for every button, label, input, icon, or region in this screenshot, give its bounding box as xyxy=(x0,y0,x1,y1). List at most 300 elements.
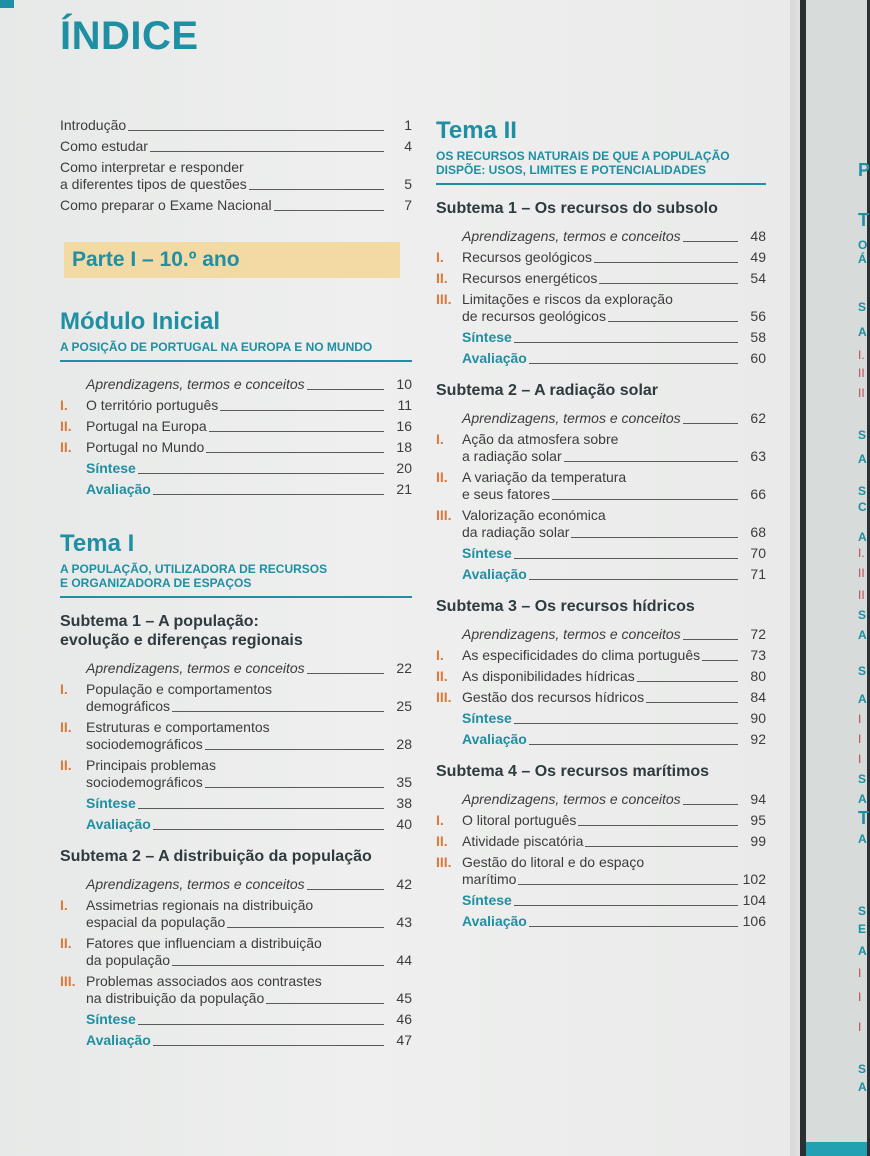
toc-entry-row xyxy=(436,833,766,850)
toc-entry-row xyxy=(436,710,766,727)
toc-text: Avaliação xyxy=(86,1032,151,1048)
next-page-text-fragment: T xyxy=(858,808,869,828)
toc-page-number: 45 xyxy=(396,990,412,1006)
toc-entry[interactable] xyxy=(60,1032,412,1049)
toc-entry[interactable] xyxy=(60,935,412,969)
toc-entry[interactable] xyxy=(436,710,766,727)
next-page-text-fragment: S xyxy=(858,904,867,918)
next-page-text-fragment: S xyxy=(858,1062,867,1076)
toc-leader-line xyxy=(683,241,738,242)
toc-entry-line xyxy=(436,291,766,308)
toc-leader-line xyxy=(599,283,738,284)
toc-entry[interactable] xyxy=(60,973,412,1007)
toc-entry-row xyxy=(436,448,766,465)
toc-page-number: 38 xyxy=(396,795,412,811)
toc-leader-line xyxy=(702,660,738,661)
toc-leader-line xyxy=(209,431,384,432)
toc-entry-line xyxy=(60,681,412,698)
toc-leader-line xyxy=(274,210,384,211)
toc-page-number: 70 xyxy=(750,545,766,561)
next-page-text-fragment: S xyxy=(858,772,867,786)
toc-leader-line xyxy=(594,262,738,263)
left-column xyxy=(60,117,412,1053)
toc-entry[interactable] xyxy=(60,757,412,791)
toc-entry-row xyxy=(60,816,412,833)
toc-entry[interactable] xyxy=(60,397,412,414)
corner-tab xyxy=(0,0,14,8)
toc-text: Aprendizagens, termos e conceitos xyxy=(462,410,681,426)
toc-text: Aprendizagens, termos e conceitos xyxy=(86,376,305,392)
toc-entry-row xyxy=(60,736,412,753)
toc-text: Avaliação xyxy=(86,481,151,497)
next-page-text-fragment: P xyxy=(858,160,870,180)
toc-roman: I. xyxy=(60,397,68,413)
next-page-text-fragment: I xyxy=(858,1020,862,1034)
toc-text: Recursos energéticos xyxy=(462,270,598,286)
toc-entry-line xyxy=(60,897,412,914)
toc-entry-row xyxy=(60,481,412,498)
toc-leader-line xyxy=(249,189,384,190)
toc-entry-row xyxy=(436,228,766,245)
subtema-title-line: evolução e diferenças regionais xyxy=(60,632,303,649)
toc-entry[interactable] xyxy=(60,719,412,753)
toc-entry-row xyxy=(60,418,412,435)
toc-entry-row xyxy=(436,350,766,367)
toc-page-number: 94 xyxy=(750,791,766,807)
toc-entry-row xyxy=(436,486,766,503)
toc-page-number: 22 xyxy=(396,660,412,676)
toc-leader-line xyxy=(205,787,384,788)
next-page-text-fragment: E xyxy=(858,922,867,936)
toc-entry-row xyxy=(60,990,412,1007)
toc-leader-line xyxy=(646,702,738,703)
toc-entry[interactable] xyxy=(436,689,766,706)
next-page-text-fragment: Á xyxy=(858,252,867,266)
toc-text: e seus fatores xyxy=(462,486,550,502)
toc-text: a radiação solar xyxy=(462,448,562,464)
next-page-text-fragment: A xyxy=(858,1080,867,1094)
toc-entry-row xyxy=(436,308,766,325)
toc-page-number: 104 xyxy=(742,892,766,908)
toc-page-number: 11 xyxy=(397,397,412,413)
toc-leader-line xyxy=(206,452,384,453)
tema-subtitle xyxy=(60,562,412,598)
next-page-text-fragment: A xyxy=(858,628,867,642)
toc-page-number: 71 xyxy=(750,566,766,582)
toc-leader-line xyxy=(153,1045,384,1046)
toc-page-number: 20 xyxy=(396,460,412,476)
toc-entry[interactable] xyxy=(60,197,412,214)
toc-entry-line xyxy=(436,431,766,448)
toc-leader-line xyxy=(153,829,384,830)
toc-roman: I. xyxy=(60,681,68,697)
toc-text: Ação da atmosfera sobre xyxy=(462,431,619,447)
toc-entry[interactable] xyxy=(436,270,766,287)
toc-text: Aprendizagens, termos e conceitos xyxy=(86,876,305,892)
toc-page-number: 1 xyxy=(404,117,412,133)
toc-page-number: 58 xyxy=(750,329,766,345)
next-page-text-fragment: I. xyxy=(858,348,865,362)
toc-text: da população xyxy=(86,952,171,968)
toc-leader-line xyxy=(205,749,384,750)
toc-roman: II. xyxy=(60,935,72,951)
subtema-title: Subtema 2 – A radiação solar xyxy=(436,382,659,399)
toc-roman: II. xyxy=(436,668,448,684)
toc-entry[interactable] xyxy=(436,469,766,503)
subtema-title: Subtema 3 – Os recursos hídricos xyxy=(436,598,695,615)
right-column xyxy=(436,117,766,934)
toc-roman: II. xyxy=(436,469,448,485)
next-page-text-fragment: I xyxy=(858,966,862,980)
toc-text: Síntese xyxy=(86,1011,136,1027)
toc-page-number: 48 xyxy=(750,228,766,244)
toc-text: Fatores que influenciam a distribuição xyxy=(86,935,322,951)
toc-entry-row xyxy=(436,524,766,541)
toc-text: Limitações e riscos da exploração xyxy=(462,291,673,307)
next-page-text-fragment: A xyxy=(858,692,867,706)
toc-entry-row xyxy=(436,913,766,930)
toc-leader-line xyxy=(220,410,384,411)
toc-text: A variação da temperatura xyxy=(462,469,627,485)
page-title: ÍNDICE xyxy=(60,14,199,58)
next-page-text-fragment: A xyxy=(858,530,867,544)
toc-leader-line xyxy=(128,130,384,131)
toc-roman: III. xyxy=(436,689,452,705)
toc-roman: I. xyxy=(60,897,68,913)
toc-leader-line xyxy=(608,321,738,322)
toc-entry[interactable] xyxy=(436,410,766,427)
toc-roman: III. xyxy=(436,854,452,870)
next-page-text-fragment: A xyxy=(858,832,867,846)
toc-text: Portugal no Mundo xyxy=(86,439,205,455)
toc-text: Avaliação xyxy=(86,816,151,832)
toc-entry[interactable] xyxy=(436,626,766,643)
toc-page-number: 95 xyxy=(750,812,766,828)
toc-roman: I. xyxy=(436,431,444,447)
next-page-text-fragment: A xyxy=(858,944,867,958)
toc-entry[interactable] xyxy=(436,329,766,346)
toc-leader-line xyxy=(637,681,738,682)
toc-leader-line xyxy=(683,804,738,805)
toc-entry-row xyxy=(60,117,412,134)
part-heading: Parte I – 10.º ano xyxy=(64,242,400,278)
subtema-title: Subtema 2 – A distribuição da população xyxy=(60,848,372,865)
toc-text: Síntese xyxy=(462,329,512,345)
tema-subtitle xyxy=(436,149,766,185)
toc-leader-line xyxy=(529,926,738,927)
next-page-text-fragment: A xyxy=(858,452,867,466)
toc-entry-row xyxy=(60,1032,412,1049)
toc-entry[interactable] xyxy=(436,854,766,888)
toc-text: Portugal na Europa xyxy=(86,418,207,434)
toc-entry[interactable] xyxy=(436,892,766,909)
toc-text: Estruturas e comportamentos xyxy=(86,719,270,735)
toc-text: População e comportamentos xyxy=(86,681,272,697)
toc-entry[interactable] xyxy=(60,159,412,193)
toc-entry[interactable] xyxy=(60,138,412,155)
toc-entry[interactable] xyxy=(60,897,412,931)
toc-entry-row xyxy=(60,397,412,414)
toc-page-number: 44 xyxy=(396,952,412,968)
subtema-title xyxy=(60,612,412,650)
toc-page-number: 92 xyxy=(750,731,766,747)
toc-page-number: 49 xyxy=(750,249,766,265)
toc-entry[interactable] xyxy=(436,431,766,465)
toc-entry[interactable] xyxy=(60,439,412,456)
toc-page-number: 68 xyxy=(750,524,766,540)
toc-page-number: 63 xyxy=(750,448,766,464)
toc-leader-line xyxy=(552,499,738,500)
toc-text: Como estudar xyxy=(60,138,148,154)
tema-subtitle-line: A POPULAÇÃO, UTILIZADORA DE RECURSOS xyxy=(60,562,328,576)
toc-text: Avaliação xyxy=(462,913,527,929)
toc-entry-row xyxy=(60,914,412,931)
toc-entry[interactable] xyxy=(60,460,412,477)
toc-page-number: 99 xyxy=(750,833,766,849)
toc-entry[interactable] xyxy=(436,833,766,850)
tema-subtitle-line: OS RECURSOS NATURAIS DE QUE A POPULAÇÃO xyxy=(436,149,730,163)
toc-roman: II. xyxy=(60,757,72,773)
next-page-text-fragment: S xyxy=(858,664,867,678)
tema-title: Tema I xyxy=(60,530,135,557)
toc-entry-row xyxy=(60,876,412,893)
toc-entry[interactable] xyxy=(436,566,766,583)
toc-leader-line xyxy=(307,673,384,674)
toc-page-number: 102 xyxy=(742,871,766,887)
toc-text: demográficos xyxy=(86,698,171,714)
toc-text: O litoral português xyxy=(462,812,577,828)
toc-page-number: 106 xyxy=(742,913,766,929)
toc-entry[interactable] xyxy=(60,418,412,435)
toc-roman: I. xyxy=(436,647,444,663)
toc-roman: I. xyxy=(436,249,444,265)
toc-page-number: 60 xyxy=(750,350,766,366)
toc-entry[interactable] xyxy=(60,481,412,498)
next-page-edge xyxy=(806,0,870,1156)
toc-entry[interactable] xyxy=(436,913,766,930)
toc-entry-row xyxy=(60,376,412,393)
toc-entry-line xyxy=(436,507,766,524)
toc-entry-row xyxy=(436,668,766,685)
toc-entry[interactable] xyxy=(60,681,412,715)
toc-text: O território português xyxy=(86,397,219,413)
toc-text: Síntese xyxy=(86,460,136,476)
toc-text: As disponibilidades hídricas xyxy=(462,668,635,684)
toc-entry-row xyxy=(60,197,412,214)
toc-page-number: 43 xyxy=(396,914,412,930)
toc-leader-line xyxy=(585,846,738,847)
toc-leader-line xyxy=(266,1003,384,1004)
toc-entry-row xyxy=(60,1011,412,1028)
toc-text: Problemas associados aos contrastes xyxy=(86,973,322,989)
toc-text: de recursos geológicos xyxy=(462,308,606,324)
toc-entry-row xyxy=(436,892,766,909)
toc-entry-row xyxy=(436,791,766,808)
toc-text: As especificidades do clima português xyxy=(462,647,701,663)
toc-entry-line xyxy=(436,469,766,486)
toc-page-number: 54 xyxy=(750,270,766,286)
toc-entry[interactable] xyxy=(436,228,766,245)
spacer xyxy=(60,502,412,516)
toc-entry-row xyxy=(60,460,412,477)
toc-entry[interactable] xyxy=(436,812,766,829)
toc-page-number: 66 xyxy=(750,486,766,502)
toc-leader-line xyxy=(514,905,738,906)
next-page-text-fragment: I xyxy=(858,990,862,1004)
next-page-text-fragment: I xyxy=(858,752,862,766)
next-page-text-fragment: I xyxy=(858,712,862,726)
module-title: Módulo Inicial xyxy=(60,308,220,335)
toc-entry[interactable] xyxy=(60,1011,412,1028)
toc-text: Assimetrias regionais na distribuição xyxy=(86,897,314,913)
toc-entry-row xyxy=(436,249,766,266)
toc-text: Avaliação xyxy=(462,566,527,582)
toc-entry[interactable] xyxy=(60,376,412,393)
toc-leader-line xyxy=(518,884,738,885)
subtema-title: Subtema 4 – Os recursos marítimos xyxy=(436,763,709,780)
tema-title: Tema II xyxy=(436,117,517,144)
toc-page-number: 4 xyxy=(404,138,412,154)
toc-leader-line xyxy=(172,965,384,966)
next-page-text-fragment: II xyxy=(858,386,865,400)
toc-text: Gestão do litoral e do espaço xyxy=(462,854,645,870)
toc-entry-row xyxy=(436,566,766,583)
toc-entry-line xyxy=(436,854,766,871)
toc-page-number: 80 xyxy=(750,668,766,684)
toc-text: Síntese xyxy=(86,795,136,811)
toc-entry[interactable] xyxy=(436,668,766,685)
next-page-text-fragment: A xyxy=(858,792,867,806)
toc-roman: II. xyxy=(60,439,72,455)
tema-subtitle-line: DISPÕE: USOS, LIMITES E POTENCIALIDADES xyxy=(436,163,707,177)
toc-entry[interactable] xyxy=(60,795,412,812)
next-page-text-fragment: I xyxy=(858,732,862,746)
toc-page-number: 28 xyxy=(396,736,412,752)
toc-entry-row xyxy=(436,270,766,287)
next-page-text-fragment: II xyxy=(858,588,865,602)
toc-entry[interactable] xyxy=(436,647,766,664)
subtema-title: Subtema 1 – Os recursos do subsolo xyxy=(436,200,718,217)
toc-page-number: 42 xyxy=(396,876,412,892)
toc-entry-row xyxy=(60,795,412,812)
toc-text: Atividade piscatória xyxy=(462,833,584,849)
toc-page-number: 10 xyxy=(396,376,412,392)
toc-entry[interactable] xyxy=(436,731,766,748)
toc-leader-line xyxy=(529,744,738,745)
toc-entry-row xyxy=(436,329,766,346)
toc-entry[interactable] xyxy=(60,816,412,833)
toc-entry[interactable] xyxy=(60,876,412,893)
toc-entry[interactable] xyxy=(436,249,766,266)
toc-entry-row xyxy=(60,138,412,155)
toc-entry-row xyxy=(436,731,766,748)
toc-leader-line xyxy=(578,825,738,826)
toc-roman: III. xyxy=(436,507,452,523)
toc-text: Avaliação xyxy=(462,350,527,366)
toc-text: sociodemográficos xyxy=(86,736,203,752)
tema-subtitle-line: E ORGANIZADORA DE ESPAÇOS xyxy=(60,576,252,590)
toc-leader-line xyxy=(153,494,384,495)
toc-leader-line xyxy=(529,363,738,364)
toc-entry[interactable] xyxy=(436,791,766,808)
toc-text: Aprendizagens, termos e conceitos xyxy=(462,228,681,244)
toc-text: Síntese xyxy=(462,545,512,561)
toc-entry-line xyxy=(60,935,412,952)
toc-leader-line xyxy=(514,342,738,343)
toc-entry-line xyxy=(60,973,412,990)
toc-leader-line xyxy=(172,711,384,712)
toc-text: a diferentes tipos de questões xyxy=(60,176,247,192)
toc-entry-row xyxy=(436,626,766,643)
toc-leader-line xyxy=(564,461,738,462)
toc-roman: II. xyxy=(436,833,448,849)
toc-text: Introdução xyxy=(60,117,127,133)
toc-entry-row xyxy=(436,812,766,829)
toc-roman: III. xyxy=(436,291,452,307)
next-page-teal-corner xyxy=(806,1142,867,1156)
toc-text: da radiação solar xyxy=(462,524,570,540)
toc-text: Gestão dos recursos hídricos xyxy=(462,689,645,705)
toc-leader-line xyxy=(307,889,384,890)
toc-text: na distribuição da população xyxy=(86,990,265,1006)
next-page-text-fragment: A xyxy=(858,325,867,339)
toc-roman: II. xyxy=(436,270,448,286)
toc-page-number: 21 xyxy=(396,481,412,497)
toc-text: Como preparar o Exame Nacional xyxy=(60,197,272,213)
toc-entry[interactable] xyxy=(436,545,766,562)
toc-roman: II. xyxy=(60,719,72,735)
toc-entry[interactable] xyxy=(60,117,412,134)
toc-page-number: 18 xyxy=(396,439,412,455)
toc-text: Valorização económica xyxy=(462,507,606,523)
toc-leader-line xyxy=(138,808,384,809)
toc-entry-row xyxy=(60,439,412,456)
toc-page-number: 73 xyxy=(750,647,766,663)
toc-leader-line xyxy=(683,423,738,424)
toc-entry-row xyxy=(60,698,412,715)
toc-entry-row xyxy=(60,774,412,791)
toc-entry[interactable] xyxy=(436,350,766,367)
toc-text: Síntese xyxy=(462,710,512,726)
next-page-text-fragment: II xyxy=(858,366,865,380)
toc-leader-line xyxy=(683,639,738,640)
next-page-text-fragment: I. xyxy=(858,546,865,560)
toc-entry[interactable] xyxy=(436,291,766,325)
toc-page-number: 25 xyxy=(396,698,412,714)
toc-roman: I. xyxy=(436,812,444,828)
toc-leader-line xyxy=(514,723,738,724)
toc-entry[interactable] xyxy=(60,660,412,677)
next-page-text-fragment: S xyxy=(858,428,867,442)
toc-page-number: 90 xyxy=(750,710,766,726)
toc-leader-line xyxy=(138,1024,384,1025)
toc-page-number: 72 xyxy=(750,626,766,642)
toc-text: Principais problemas xyxy=(86,757,216,773)
toc-entry-row xyxy=(60,660,412,677)
next-page-text-fragment: S xyxy=(858,300,867,314)
toc-entry-line xyxy=(60,719,412,736)
toc-text: sociodemográficos xyxy=(86,774,203,790)
toc-roman: II. xyxy=(60,418,72,434)
toc-text: Síntese xyxy=(462,892,512,908)
toc-page-number: 35 xyxy=(396,774,412,790)
toc-leader-line xyxy=(227,927,384,928)
toc-entry[interactable] xyxy=(436,507,766,541)
toc-entry-row xyxy=(436,689,766,706)
toc-entry-row xyxy=(436,410,766,427)
toc-page-number: 62 xyxy=(750,410,766,426)
subtema-title-line: Subtema 1 – A população: xyxy=(60,613,259,630)
